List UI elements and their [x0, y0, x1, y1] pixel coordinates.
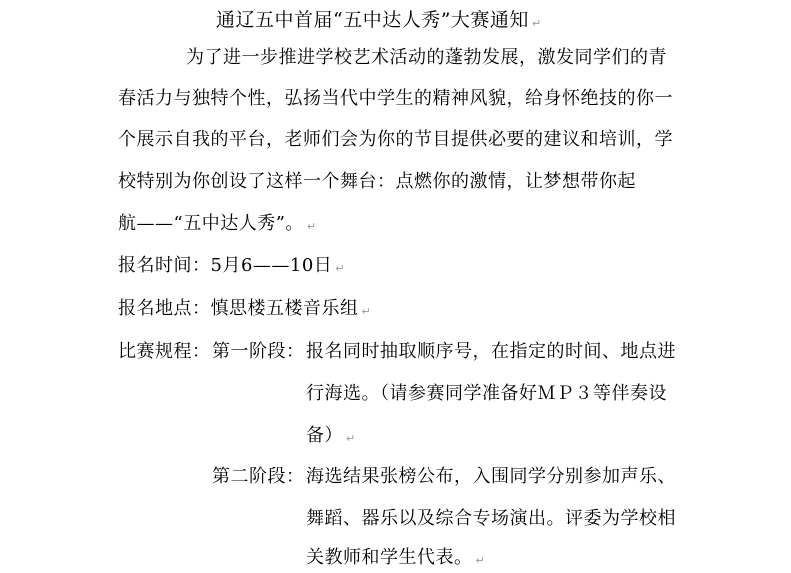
paragraph-mark-icon: ↵: [346, 432, 356, 445]
stage1-text: 备）: [306, 425, 343, 446]
intro-text: 校特别为你创设了这样一个舞台：点燃你的激情，让梦想带你起: [118, 171, 636, 192]
intro-text: 个展示自我的平台，老师们会为你的节目提供必要的建议和培训，学: [118, 129, 673, 150]
stage1-line-3: [306, 424, 356, 451]
paragraph-mark-icon: ↵: [531, 17, 542, 30]
stage2-label-text: 第二阶段：: [212, 466, 305, 487]
rules-label-text: 比赛规程：: [118, 341, 211, 362]
intro-line-1: [186, 46, 667, 70]
intro-line-4: [118, 170, 636, 194]
paragraph-mark-icon: ↵: [335, 262, 346, 275]
rules-label: [118, 340, 211, 364]
stage2-line-3: [306, 546, 485, 573]
registration-time: [118, 254, 345, 281]
registration-place-text: 报名地点：慎思楼五楼音乐组: [118, 298, 359, 319]
intro-text: 春活力与独特个性，弘扬当代中学生的精神风貌，给身怀绝技的你一: [118, 88, 673, 109]
stage2-text: 海选结果张榜公布，入围同学分别参加声乐、: [306, 466, 676, 487]
stage1-line-2: [306, 382, 667, 406]
document-title: 通辽五中首届“五中达人秀”大赛通知: [216, 9, 529, 31]
paragraph-mark-icon: ↵: [306, 220, 317, 233]
stage2-text: 舞蹈、器乐以及综合专场演出。评委为学校相: [306, 508, 676, 529]
registration-place: [118, 297, 371, 324]
intro-line-2: [118, 87, 673, 111]
stage1-label-text: 第一阶段：: [212, 341, 305, 362]
stage1-label: [212, 340, 305, 364]
stage2-text: 关教师和学生代表。: [306, 547, 473, 568]
intro-text: 航——“五中达人秀”。: [118, 213, 304, 234]
intro-text: 为了进一步推进学校艺术活动的蓬勃发展，激发同学们的青: [186, 47, 667, 68]
stage1-text: 行海选。（请参赛同学准备好ＭＰ３等伴奏设: [306, 383, 667, 404]
registration-time-text: 报名时间：5月6——10日: [118, 255, 333, 276]
document-title-line: [216, 8, 542, 36]
stage2-line-1: [306, 465, 676, 489]
stage1-text: 报名同时抽取顺序号，在指定的时间、地点进: [306, 341, 676, 362]
intro-line-3: [118, 128, 673, 152]
intro-line-5: [118, 212, 317, 239]
stage2-line-2: [306, 507, 676, 531]
paragraph-mark-icon: ↵: [361, 305, 372, 318]
stage1-line-1: [306, 340, 676, 364]
paragraph-mark-icon: ↵: [475, 554, 486, 567]
stage2-label: [212, 465, 305, 489]
